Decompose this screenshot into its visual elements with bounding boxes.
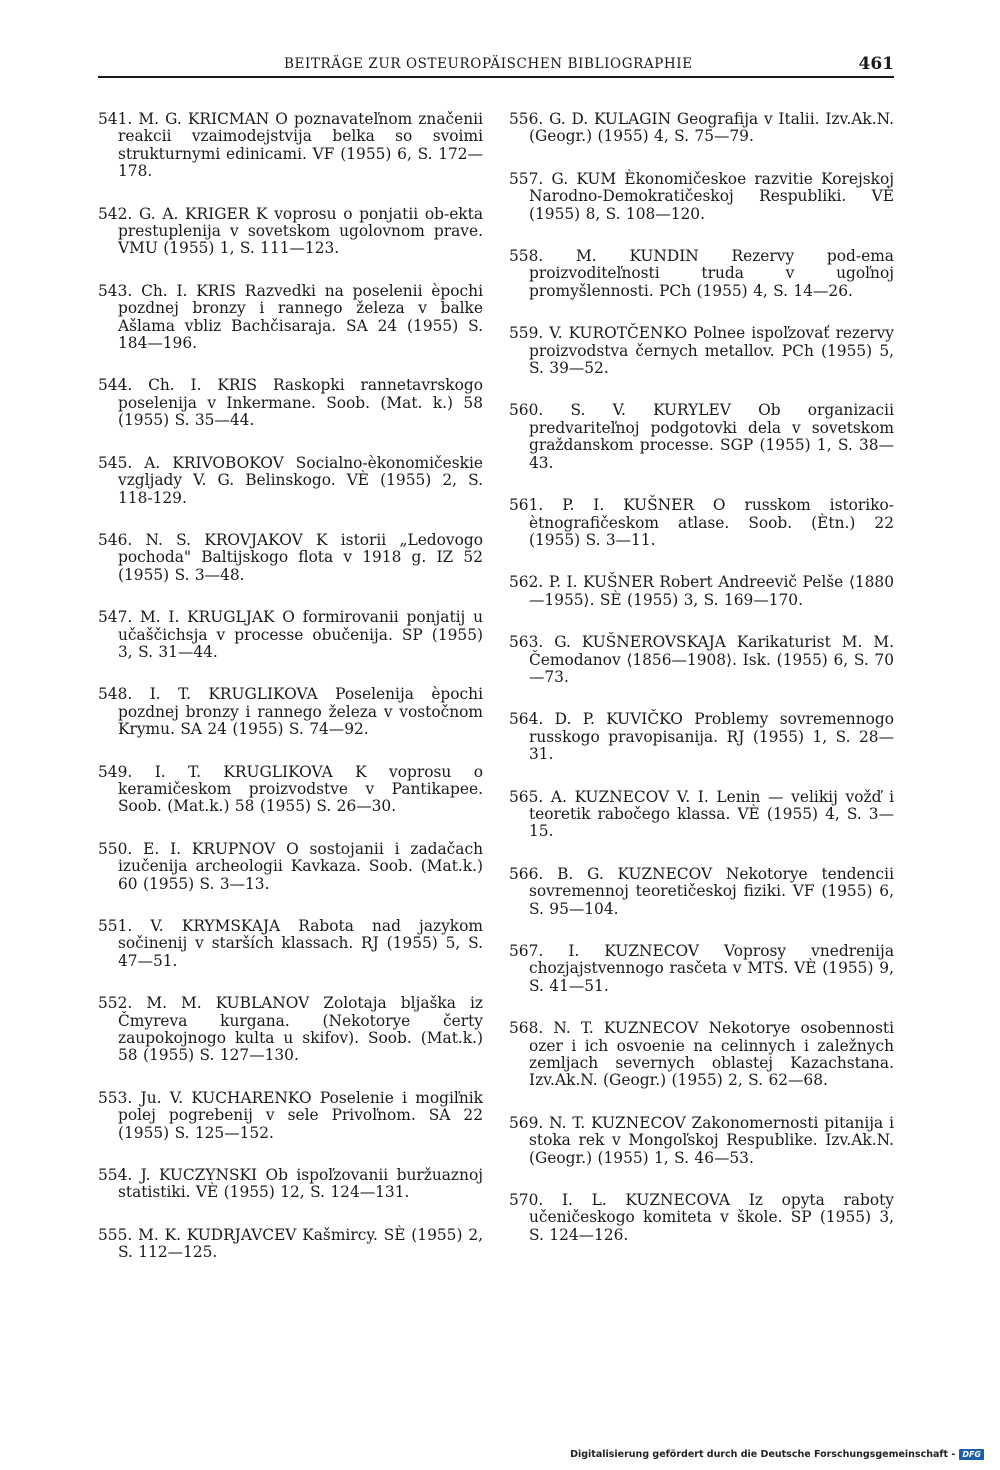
bibliography-entry: 557. G. KUM Èkonomičeskoe razvitie Korejskoj Narodno-Demokratičeskoj Respubliki. VÈ (1955) 8, S. 108—120. (509, 169, 894, 223)
bibliography-entry: 566. B. G. KUZNECOV Nekotorye tendencii sovremennoj teoretičeskoj fiziki. VF (1955) 6, S. 95—104. (509, 864, 894, 918)
bibliography-entry: 551. V. KRYMSKAJA Rabota nad jazykom sočinenij v starších klassach. RJ (1955) 5, S. 47—51. (98, 917, 483, 970)
bibliography-entry: 556. G. D. KULAGIN Geografija v Italii. Izv.Ak.N. (Geogr.) (1955) 4, S. 75—79. (509, 110, 894, 146)
bibliography-entry: 554. J. KUCZYNSKI Ob ispoľzovanii buržuaznoj statistiki. VÈ (1955) 12, S. 124—131. (98, 1166, 483, 1202)
bibliography-entry: 565. A. KUZNECOV V. I. Lenin — velikij vožď i teoretik rabočego klassa. VÈ (1955) 4, S. 3—15. (509, 787, 894, 841)
bibliography-entry: 567. I. KUZNECOV Voprosy vnedrenija chozjajstvennogo rasčeta v MTS. VÈ (1955) 9, S. 41—51. (509, 942, 894, 995)
bibliography-entry: 553. Ju. V. KUCHARENKO Poselenie i mogiľnik polej pogrebenij v sele Privoľnom. SA 22 (1955) S. 125—152. (98, 1088, 483, 1142)
bibliography-entry: 559. V. KUROTČENKO Polnee ispoľzovať rezervy proizvodstva černych metallov. PCh (1955) 5, S. 39—52. (509, 324, 894, 378)
bibliography-entry: 564. D. P. KUVIČKO Problemy sovremennogo russkogo pravopisanija. RJ (1955) 1, S. 28—31. (509, 710, 894, 764)
bibliography-entry: 555. M. K. KUDRJAVCEV Kašmircy. SÈ (1955) 2, S. 112—125. (98, 1225, 483, 1262)
bibliography-entry: 568. N. T. KUZNECOV Nekotorye osobennosti ozer i ich osvoenie na celinnych i zaležnych zemljach severnych oblastej Kazachstana. Izv.Ak.N. (Geogr.) (1955) 2, S. 62—68. (509, 1019, 894, 1090)
bibliography-entry: 549. I. T. KRUGLIKOVA K voprosu o keramičeskom proizvodstve v Pantikapee. Soob. (Mat.k.) 58 (1955) S. 26—30. (98, 762, 483, 816)
dfg-logo: DFG (959, 1449, 984, 1460)
bibliography-entry: 562. P. I. KUŠNER Robert Andreevič Pelše ⟨1880—1955⟩. SÈ (1955) 3, S. 169—170. (509, 573, 894, 609)
bibliography-entry: 561. P. I. KUŠNER O russkom istoriko-ètnografičeskom atlase. Soob. (Ètn.) 22 (1955) S. 3—11. (509, 496, 894, 549)
bibliography-entry: 550. E. I. KRUPNOV O sostojanii i zadačach izučenija archeologii Kavkaza. Soob. (Mat.k.) 60 (1955) S. 3—13. (98, 839, 483, 893)
bibliography-entry: 552. M. M. KUBLANOV Zolotaja bljaška iz Čmyreva kurgana. (Nekotorye čerty zaupokojnogo kulta u skifov). Soob. (Mat.k.) 58 (1955) S. 127—130. (98, 994, 483, 1065)
bibliography-entry: 547. M. I. KRUGLJAK O formirovanii ponjatij u učaščichsja v processe obučenija. SP (1955) 3, S. 31—44. (98, 608, 483, 661)
bibliography-entry: 545. A. KRIVOBOKOV Socialno-èkonomičeskie vzgljady V. G. Belinskogo. VÈ (1955) 2, S. 118-129. (98, 453, 483, 507)
bibliography-entry: 541. M. G. KRICMAN O poznavateľnom značenii reakcii vzaimodejstvija belka so svoimi strukturnymi edinicami. VF (1955) 6, S. 172—178. (98, 110, 483, 181)
credit-text: Digitalisierung gefördert durch die Deutsche Forschungsgemeinschaft - (570, 1449, 956, 1460)
bibliography-entry: 543. Ch. I. KRIS Razvedki na poselenii èpochi pozdnej bronzy i rannego železa v balke Ašlama vbliz Bachčisaraja. SA 24 (1955) S. 184—196. (98, 281, 483, 353)
bibliography-entry: 563. G. KUŠNEROVSKAJA Karikaturist M. M. Čemodanov ⟨1856—1908⟩. Isk. (1955) 6, S. 70—73. (509, 633, 894, 686)
header-rule (98, 76, 894, 78)
bibliography-entry: 544. Ch. I. KRIS Raskopki rannetavrskogo poselenija v Inkermane. Soob. (Mat. k.) 58 (1955) S. 35—44. (98, 376, 483, 430)
left-column (98, 111, 483, 1287)
bibliography-entry: 548. I. T. KRUGLIKOVA Poselenija èpochi pozdnej bronzy i rannego železa v vostočnom Krymu. SA 24 (1955) S. 74—92. (98, 685, 483, 739)
digitization-credit (570, 1449, 984, 1460)
bibliography-entry: 560. S. V. KURYLEV Ob organizacii predvariteľnoj podgotovki dela v sovetskom graždanskom processe. SGP (1955) 1, S. 38—43. (509, 401, 894, 472)
bibliography-entry: 542. G. A. KRIGER K voprosu o ponjatii ob-ekta prestuplenija v sovetskom ugolovnom prave. VMU (1955) 1, S. 111—123. (98, 204, 483, 258)
bibliography-entry: 570. I. L. KUZNECOVA Iz opyta raboty učeničeskogo komiteta v škole. SP (1955) 3, S. 124—126. (509, 1191, 894, 1244)
bibliography-entry: 558. M. KUNDIN Rezervy pod-ema proizvoditeľnosti truda v ugoľnoj promyšlennosti. PCh (1955) 4, S. 14—26. (509, 247, 894, 300)
page-number: 461 (858, 54, 894, 74)
bibliography-entry: 569. N. T. KUZNECOV Zakonomernosti pitanija i stoka rek v Mongoľskoj Respublike. Izv.Ak.N. (Geogr.) (1955) 1, S. 46—53. (509, 1113, 894, 1167)
bibliography-entry: 546. N. S. KROVJAKOV K istorii „Ledovogo pochoda" Baltijskogo flota v 1918 g. IZ 52 (1955) S. 3—48. (98, 530, 483, 584)
running-title: BEITRÄGE ZUR OSTEUROPÄISCHEN BIBLIOGRAPHIE (284, 56, 693, 72)
right-column (509, 111, 894, 1269)
